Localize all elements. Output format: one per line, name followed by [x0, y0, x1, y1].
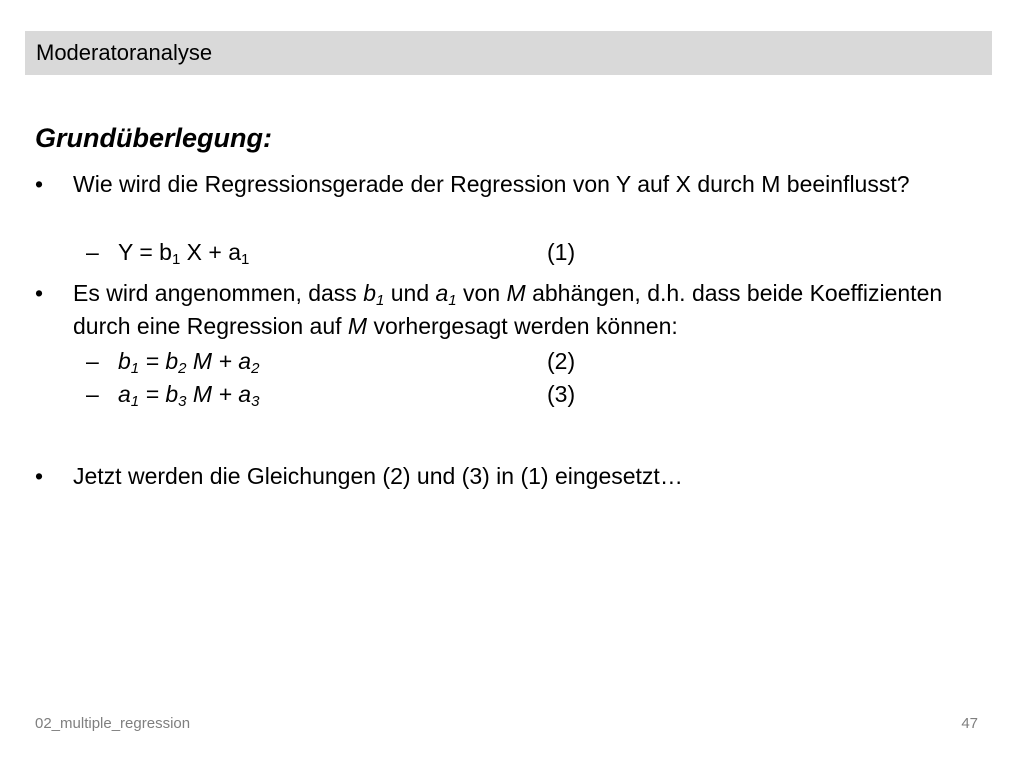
footer-page-number: 47 — [961, 715, 978, 732]
bullet-marker: • — [35, 280, 44, 306]
equation-1 — [86, 236, 646, 269]
equation-3-number: (3) — [547, 381, 576, 407]
equation-1-formula: $Y = b_1$ $X + a_1$ — [118, 239, 250, 268]
slide-title: Moderatoranalyse — [36, 40, 213, 65]
section-heading: Grundüberlegung: — [35, 123, 272, 153]
equation-2 — [86, 345, 646, 378]
dash-marker: – — [86, 239, 99, 265]
bullet-item-1 — [35, 168, 935, 234]
bullet-item-2 — [35, 277, 943, 343]
dash-marker: – — [86, 348, 99, 374]
footer-filename: 02_multiple_regression — [35, 715, 191, 732]
bullet-text-2: Es wird angenommen, dass $b_1$ und $a_1$ von M abhängen, d.h. dass beide Koeffizienten durch eine Regression auf M vorhergesagt werden können: — [73, 280, 943, 339]
equation-3 — [86, 378, 646, 411]
equation-2-formula: $b_1 = b_2$ $M + a_2$ — [118, 348, 260, 377]
dash-marker: – — [86, 381, 99, 407]
bullet-marker: • — [35, 171, 44, 197]
bullet-item-3 — [35, 460, 935, 493]
bullet-text-3: Jetzt werden die Gleichungen (2) und (3) in (1) eingesetzt… — [73, 463, 683, 489]
equation-1-number: (1) — [547, 239, 576, 265]
bullet-text-1: Wie wird die Regressionsgerade der Regression von Y auf X durch M beeinflusst? — [73, 171, 910, 197]
equation-3-formula: $a_1 = b_3$ $M + a_3$ — [118, 381, 260, 410]
equation-2-number: (2) — [547, 348, 576, 374]
bullet-marker: • — [35, 463, 44, 489]
